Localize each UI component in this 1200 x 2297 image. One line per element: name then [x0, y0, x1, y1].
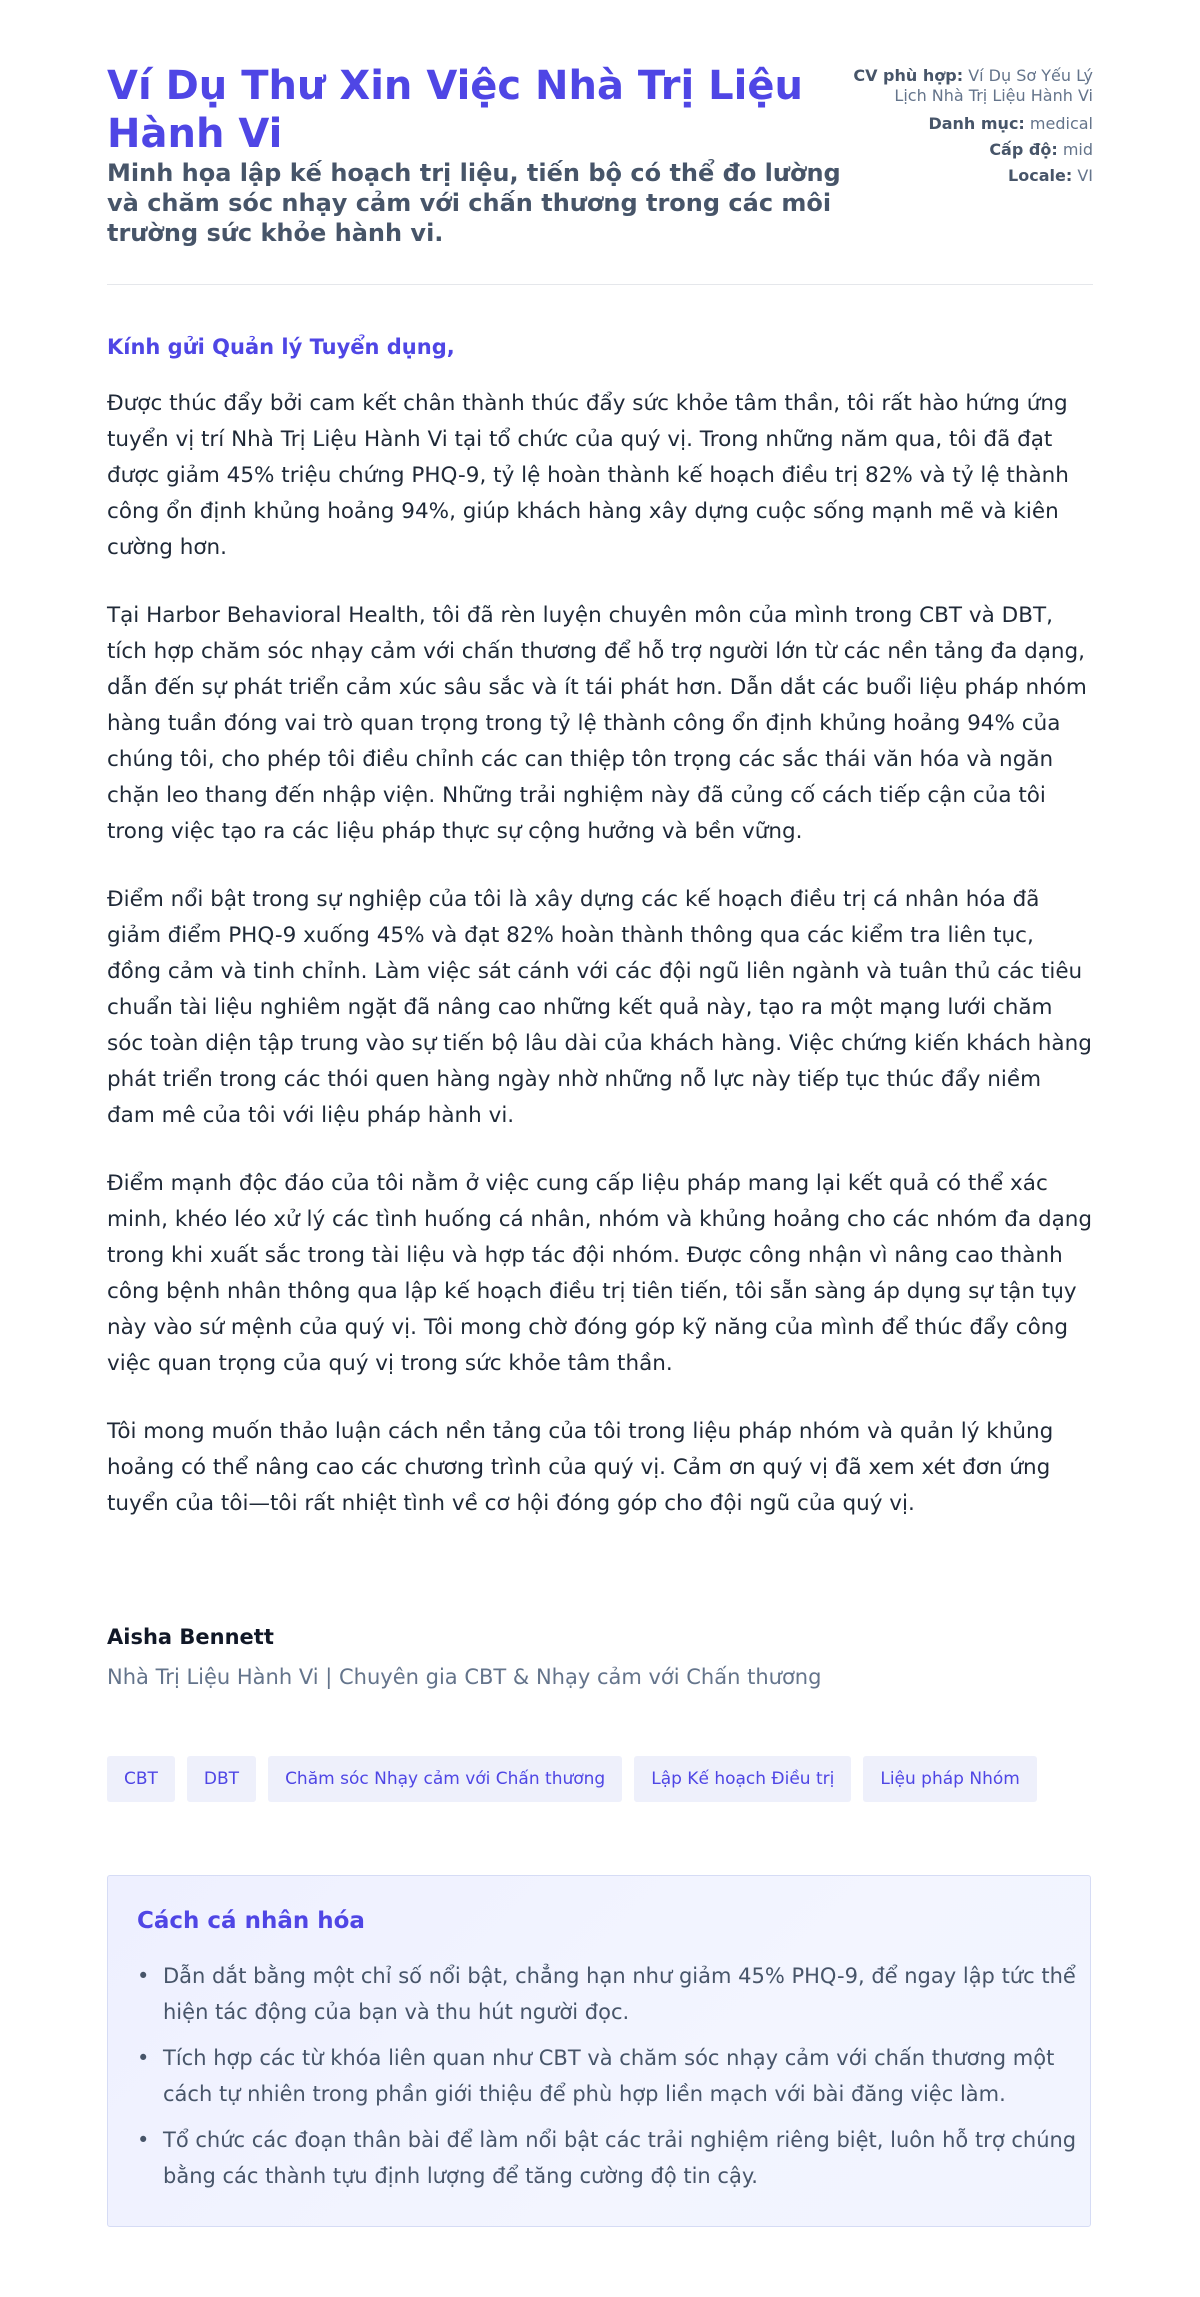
letter-paragraph-4: Điểm mạnh độc đáo của tôi nằm ở việc cung cấp liệu pháp mang lại kết quả có thể xác minh, khéo léo xử lý các tình huống cá nhân, nhóm và khủng hoảng cho các nhóm đa dạng trong khi xuất sắc trong tài liệu và hợp tác đội nhóm. Được công nhận vì nâng cao thành công bệnh nhân thông qua lập kế hoạch điều trị tiên tiến, tôi sẵn sàng áp dụng sự tận tụy này vào sứ mệnh của quý vị. Tôi mong chờ đóng góp kỹ năng của mình để thúc đẩy công việc quan trọng của quý vị trong sức khỏe tâm thần. [107, 1171, 1093, 1376]
page-title: Ví Dụ Thư Xin Việc Nhà Trị Liệu Hành Vi [107, 63, 803, 157]
signature-name: Aisha Bennett [107, 1625, 274, 1649]
salutation: Kính gửi Quản lý Tuyển dụng, [107, 335, 455, 359]
bullet-icon: • [137, 2128, 150, 2152]
meta-category-label: Danh mục: [928, 114, 1025, 133]
tips-item-text: Tổ chức các đoạn thân bài để làm nổi bật các trải nghiệm riêng biệt, luôn hỗ trợ chúng bằng các thành tựu định lượng để tăng cường độ tin cậy. [163, 2128, 1077, 2188]
tips-item-text: Dẫn dắt bằng một chỉ số nổi bật, chẳng hạn như giảm 45% PHQ-9, để ngay lập tức thể hiện tác động của bạn và thu hút người đọc. [163, 1964, 1076, 2024]
signature-block [107, 1622, 1093, 1692]
letter-body [107, 386, 1093, 1522]
letter-paragraph-1: Được thúc đẩy bởi cam kết chân thành thúc đẩy sức khỏe tâm thần, tôi rất hào hứng ứng tuyển vị trí Nhà Trị Liệu Hành Vi tại tổ chức của quý vị. Trong những năm qua, tôi đã đạt được giảm 45% triệu chứng PHQ-9, tỷ lệ hoàn thành kế hoạch điều trị 82% và tỷ lệ thành công ổn định khủng hoảng 94%, giúp khách hàng xây dựng cuộc sống mạnh mẽ và kiên cường hơn. [107, 391, 1069, 560]
tips-item-text: Tích hợp các từ khóa liên quan như CBT và chăm sóc nhạy cảm với chấn thương một cách tự nhiên trong phần giới thiệu để phù hợp liền mạch với bài đăng việc làm. [163, 2046, 1055, 2106]
page-subtitle: Minh họa lập kế hoạch trị liệu, tiến bộ có thể đo lường và chăm sóc nhạy cảm với chấn thương trong các môi trường sức khỏe hành vi. [107, 159, 841, 247]
meta-level-label: Cấp độ: [989, 140, 1058, 159]
bullet-icon: • [137, 1964, 150, 1988]
page-header [107, 0, 1093, 285]
signature-title: Nhà Trị Liệu Hành Vi | Chuyên gia CBT & Nhạy cảm với Chấn thương [107, 1665, 822, 1689]
letter-paragraph-5: Tôi mong muốn thảo luận cách nền tảng của tôi trong liệu pháp nhóm và quản lý khủng hoảng có thể nâng cao các chương trình của quý vị. Cảm ơn quý vị đã xem xét đơn ứng tuyển của tôi—tôi rất nhiệt tình về cơ hội đóng góp cho đội ngũ của quý vị. [107, 1419, 1054, 1516]
meta-locale-label: Locale: [1008, 166, 1073, 185]
letter-paragraph-3: Điểm nổi bật trong sự nghiệp của tôi là xây dựng các kế hoạch điều trị cá nhân hóa đã giảm điểm PHQ-9 xuống 45% và đạt 82% hoàn thành thông qua các kiểm tra liên tục, đồng cảm và tinh chỉnh. Làm việc sát cánh với các đội ngũ liên ngành và tuân thủ các tiêu chuẩn tài liệu nghiêm ngặt đã nâng cao những kết quả này, tạo ra một mạng lưới chăm sóc toàn diện tập trung vào sự tiến bộ lâu dài của khách hàng. Việc chứng kiến khách hàng phát triển trong các thói quen hàng ngày nhờ những nỗ lực này tiếp tục thúc đẩy niềm đam mê của tôi với liệu pháp hành vi. [107, 887, 1092, 1128]
tips-item-1 [137, 1958, 1093, 2030]
tips-item-3 [137, 2122, 1093, 2194]
meta-locale-value: VI [1077, 166, 1093, 185]
meta-cv [853, 66, 1093, 106]
meta-cv-value: Ví Dụ Sơ Yếu Lý Lịch Nhà Trị Liệu Hành Vi [894, 66, 1093, 105]
meta-category [853, 114, 1093, 134]
personalization-tips-box [107, 1875, 1091, 2227]
tag-treatment-planning: Lập Kế hoạch Điều trị [634, 1756, 851, 1802]
tips-title: Cách cá nhân hóa [137, 1908, 365, 1934]
tag-dbt: DBT [187, 1756, 256, 1802]
meta-panel [853, 66, 1093, 192]
cover-letter-page [107, 0, 1093, 2188]
tips-item-2 [137, 2040, 1093, 2112]
tips-list [137, 1958, 1093, 2204]
skill-tags [107, 1756, 1037, 1802]
meta-locale [853, 166, 1093, 186]
tag-cbt: CBT [107, 1756, 175, 1802]
meta-level [853, 140, 1093, 160]
tag-group-therapy: Liệu pháp Nhóm [863, 1756, 1036, 1802]
bullet-icon: • [137, 2046, 150, 2070]
meta-category-value: medical [1029, 114, 1093, 133]
letter-paragraph-2: Tại Harbor Behavioral Health, tôi đã rèn luyện chuyên môn của mình trong CBT và DBT, tích hợp chăm sóc nhạy cảm với chấn thương để hỗ trợ người lớn từ các nền tảng đa dạng, dẫn đến sự phát triển cảm xúc sâu sắc và ít tái phát hơn. Dẫn dắt các buổi liệu pháp nhóm hàng tuần đóng vai trò quan trọng trong tỷ lệ thành công ổn định khủng hoảng 94% của chúng tôi, cho phép tôi điều chỉnh các can thiệp tôn trọng các sắc thái văn hóa và ngăn chặn leo thang đến nhập viện. Những trải nghiệm này đã củng cố cách tiếp cận của tôi trong việc tạo ra các liệu pháp thực sự cộng hưởng và bền vững. [107, 603, 1087, 844]
tag-trauma-informed-care: Chăm sóc Nhạy cảm với Chấn thương [268, 1756, 622, 1802]
meta-level-value: mid [1062, 140, 1093, 159]
meta-cv-label: CV phù hợp: [853, 66, 964, 85]
